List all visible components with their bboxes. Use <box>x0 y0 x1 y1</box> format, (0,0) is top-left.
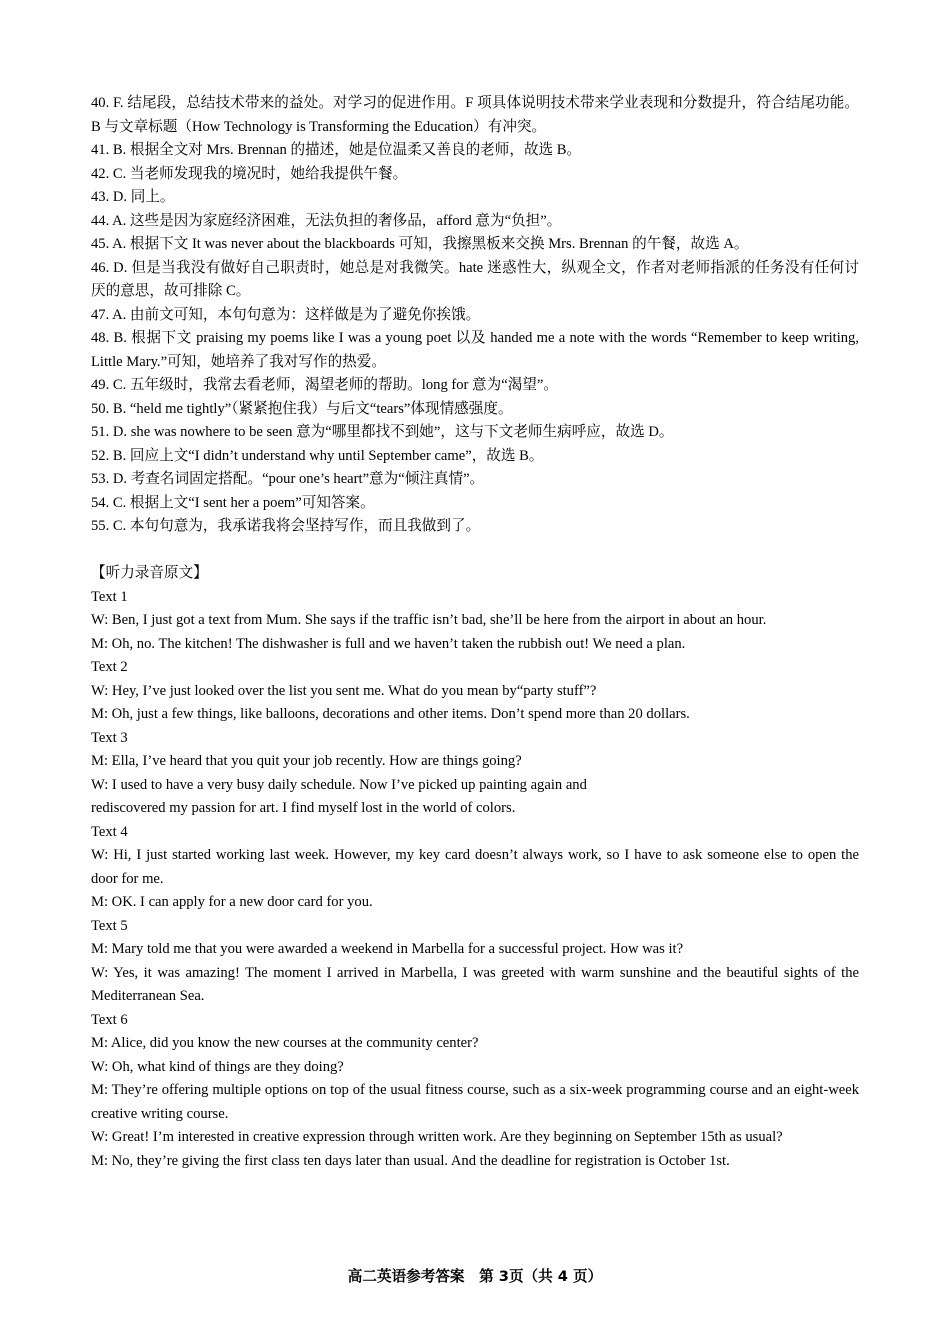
dialogue-line: W: Hi, I just started working last week. However, my key card doesn’t always work, so I have to ask someone else to open the door for me. <box>91 847 859 887</box>
text-label: Text 2 <box>91 659 128 675</box>
answer-41: 41. B. 根据全文对 Mrs. Brennan 的描述，她是位温柔又善良的老师，故选 B。 <box>91 142 582 158</box>
answer-51: 51. D. she was nowhere to be seen 意为“哪里都找不到她”，这与下文老师生病呼应，故选 D。 <box>91 424 674 440</box>
answer-52: 52. B. 回应上文“I didn’t understand why until September came”，故选 B。 <box>91 447 544 464</box>
text-label: Text 1 <box>91 588 128 605</box>
answer-40: 40. F. 结尾段，总结技术带来的益处。对学习的促进作用。F 项具体说明技术带来学业表现和分数提升，符合结尾功能。B 与文章标题（How Technology is Transforming the Education）有冲突。 <box>91 95 859 135</box>
listening-transcript <box>91 562 859 1173</box>
answer-45: 45. A. 根据下文 It was never about the blackboards 可知，我擦黑板来交换 Mrs. Brennan 的午餐，故选 A。 <box>91 236 749 252</box>
transcript-heading: 【听力录音原文】 <box>91 565 208 581</box>
dialogue-line: M: Mary told me that you were awarded a weekend in Marbella for a successful project. How was it? <box>91 941 684 957</box>
answer-55: 55. C. 本句句意为，我承诺我将会坚持写作，而且我做到了。 <box>91 518 481 534</box>
dialogue-line: M: They’re offering multiple options on top of the usual fitness course, such as a six-week programming course and an eight-week creative writing course. <box>91 1082 859 1122</box>
answer-44: 44. A. 这些是因为家庭经济困难，无法负担的奢侈品，afford 意为“负担”。 <box>91 212 562 229</box>
dialogue-line: M: Oh, no. The kitchen! The dishwasher is full and we haven’t taken the rubbish out! We need a plan. <box>91 635 686 652</box>
document-body <box>91 92 859 1173</box>
dialogue-line: W: Yes, it was amazing! The moment I arrived in Marbella, I was greeted with warm sunshine and the beautiful sights of the Mediterranean Sea. <box>91 964 859 1004</box>
page-footer: 高二英语参考答案 第 3页（共 4 页） <box>347 1268 603 1285</box>
dialogue-line: rediscovered my passion for art. I find myself lost in the world of colors. <box>91 800 516 816</box>
dialogue-line: M: Alice, did you know the new courses at the community center? <box>91 1035 479 1051</box>
text-label: Text 5 <box>91 917 128 934</box>
dialogue-line: W: Ben, I just got a text from Mum. She says if the traffic isn’t bad, she’ll be here from the airport in about an hour. <box>91 612 767 628</box>
text-label: Text 6 <box>91 1011 128 1028</box>
section-gap <box>91 539 859 563</box>
dialogue-line: M: No, they’re giving the first class ten days later than usual. And the deadline for registration is October 1st. <box>91 1152 730 1169</box>
answer-50: 50. B. “held me tightly”（紧紧抱住我）与后文“tears”体现情感强度。 <box>91 400 513 417</box>
dialogue-line: W: Great! I’m interested in creative expression through written work. Are they beginning on September 15th as usual? <box>91 1129 783 1145</box>
dialogue-line: W: Oh, what kind of things are they doing? <box>91 1058 344 1075</box>
dialogue-line: M: Ella, I’ve heard that you quit your job recently. How are things going? <box>91 753 522 769</box>
answer-46: 46. D. 但是当我没有做好自己职责时，她总是对我微笑。hate 迷惑性大，纵观全文，作者对老师指派的任务没有任何讨厌的意思，故可排除 C。 <box>91 259 859 299</box>
dialogue-line: W: I used to have a very busy daily schedule. Now I’ve picked up painting again and <box>91 776 587 793</box>
text-label: Text 3 <box>91 729 128 746</box>
dialogue-line: M: OK. I can apply for a new door card for you. <box>91 894 373 910</box>
answer-43: 43. D. 同上。 <box>91 189 175 205</box>
answer-48: 48. B. 根据下文 praising my poems like I was a young poet 以及 handed me a note with the words “Remember to keep writing, Little Mary.”可知，她培养了我对写作的热爱。 <box>91 330 859 370</box>
dialogue-line: M: Oh, just a few things, like balloons, decorations and other items. Don’t spend more than 20 dollars. <box>91 706 690 722</box>
answer-explanations <box>91 92 859 539</box>
dialogue-line: W: Hey, I’ve just looked over the list you sent me. What do you mean by“party stuff”? <box>91 682 597 699</box>
answer-53: 53. D. 考查名词固定搭配。“pour one’s heart”意为“倾注真情”。 <box>91 471 485 487</box>
answer-49: 49. C. 五年级时，我常去看老师，渴望老师的帮助。long for 意为“渴望”。 <box>91 377 558 393</box>
answer-54: 54. C. 根据上文“I sent her a poem”可知答案。 <box>91 494 375 511</box>
answer-47: 47. A. 由前文可知，本句句意为：这样做是为了避免你挨饿。 <box>91 306 481 323</box>
text-label: Text 4 <box>91 823 128 840</box>
answer-42: 42. C. 当老师发现我的境况时，她给我提供午餐。 <box>91 165 408 182</box>
